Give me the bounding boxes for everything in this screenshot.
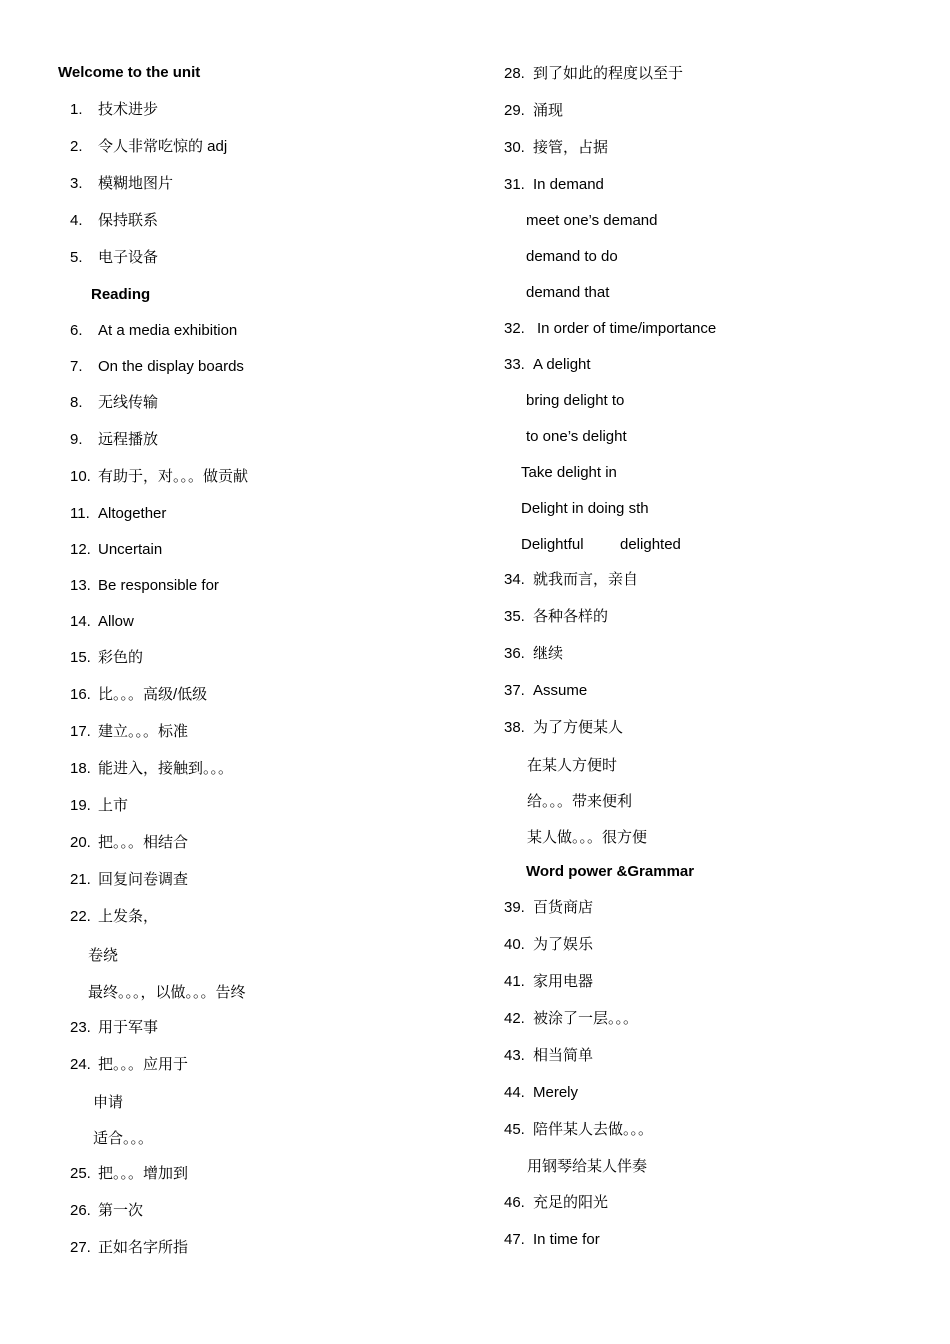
left-item-text: 最终。。。，以做。。。告终 — [88, 984, 246, 1001]
right-item-text: Delight in doing sth — [521, 500, 649, 517]
left-item-number: 13. — [70, 577, 91, 594]
left-item-number: 6. — [70, 322, 83, 339]
right-item-text: Take delight in — [521, 464, 617, 481]
right-item-number: 42. — [504, 1010, 525, 1027]
left-item-number: 15. — [70, 649, 91, 666]
right-item-number: 41. — [504, 973, 525, 990]
right-item-text: demand to do — [526, 248, 618, 265]
right-item-text: meet one’s demand — [526, 212, 658, 229]
right-item-text: 用钢琴给某人伴奏 — [527, 1158, 648, 1175]
right-item-number: 35. — [504, 608, 525, 625]
right-item-number: 29. — [504, 102, 525, 119]
right-item-number: 39. — [504, 899, 525, 916]
left-item-text: 回复问卷调查 — [98, 871, 189, 888]
right-item-number: 45. — [504, 1121, 525, 1138]
left-item-number: 3. — [70, 175, 83, 192]
left-item-text: 比。。。高级/低级 — [98, 686, 208, 703]
left-item-number: 16. — [70, 686, 91, 703]
right-item-text: 继续 — [533, 645, 564, 662]
right-item-text: 陪伴某人去做。。。 — [533, 1121, 654, 1138]
left-item-text: 建立。。。标准 — [98, 723, 189, 740]
left-item-text: 上发条， — [98, 908, 159, 925]
left-item-number: 23. — [70, 1019, 91, 1036]
right-item-number: 47. — [504, 1231, 525, 1248]
section-heading-welcome: Welcome to the unit — [58, 64, 201, 81]
left-item-number: 2. — [70, 138, 83, 155]
left-item-text: 把。。。相结合 — [98, 834, 189, 851]
left-item-number: 1. — [70, 101, 83, 118]
left-item-text: 第一次 — [98, 1202, 144, 1219]
right-section-heading: Word power &Grammar — [526, 863, 695, 880]
left-item-text: 把。。。应用于 — [98, 1056, 189, 1073]
right-item-text: bring delight to — [526, 392, 625, 409]
left-item-text: 上市 — [98, 797, 129, 814]
right-item-text: 家用电器 — [533, 973, 594, 990]
left-item-text: At a media exhibition — [98, 322, 238, 339]
right-item-text: 充足的阳光 — [533, 1194, 609, 1211]
right-item-number: 46. — [504, 1194, 525, 1211]
right-item-text: In demand — [533, 176, 604, 193]
left-item-number: 21. — [70, 871, 91, 888]
right-item-text: 某人做。。。很方便 — [527, 829, 648, 846]
right-item-text: 到了如此的程度以至于 — [533, 65, 684, 82]
right-item-extra-text: delighted — [620, 536, 681, 553]
left-item-number: 17. — [70, 723, 91, 740]
left-item-number: 4. — [70, 212, 83, 229]
left-item-text: 卷绕 — [88, 947, 119, 964]
left-item-number: 5. — [70, 249, 83, 266]
right-item-text: 涌现 — [533, 102, 564, 119]
left-item-text: On the display boards — [98, 358, 244, 375]
left-item-text: 电子设备 — [98, 249, 159, 266]
right-item-text: 在某人方便时 — [527, 757, 618, 774]
right-item-number: 36. — [504, 645, 525, 662]
left-item-number: 12. — [70, 541, 91, 558]
left-item-text: 适合。。。 — [93, 1130, 154, 1147]
right-item-number: 38. — [504, 719, 525, 736]
left-item-number: 9. — [70, 431, 83, 448]
left-item-text: 把。。。增加到 — [98, 1165, 189, 1182]
right-item-number: 32. — [504, 320, 525, 337]
right-item-text: In time for — [533, 1231, 600, 1248]
left-item-number: 26. — [70, 1202, 91, 1219]
right-item-number: 30. — [504, 139, 525, 156]
left-section-heading: Reading — [91, 286, 151, 303]
right-item-text: 各种各样的 — [533, 608, 609, 625]
right-item-number: 43. — [504, 1047, 525, 1064]
right-item-text: Merely — [533, 1084, 579, 1101]
right-item-number: 33. — [504, 356, 525, 373]
left-item-text: 正如名字所指 — [98, 1239, 189, 1256]
left-item-text: 技术进步 — [98, 101, 159, 118]
right-item-text: A delight — [533, 356, 591, 373]
left-item-number: 7. — [70, 358, 83, 375]
right-item-number: 34. — [504, 571, 525, 588]
left-item-text: 无线传输 — [98, 394, 159, 411]
right-item-text: to one’s delight — [526, 428, 627, 445]
left-item-number: 10. — [70, 468, 91, 485]
left-item-text: Uncertain — [98, 541, 163, 558]
right-item-text: 接管，占据 — [533, 139, 609, 156]
left-item-text: 保持联系 — [98, 212, 159, 229]
right-item-text: In order of time/importance — [537, 320, 717, 337]
right-item-text: 为了方便某人 — [533, 719, 624, 736]
right-item-number: 37. — [504, 682, 525, 699]
left-item-text: Allow — [98, 613, 134, 630]
left-item-text: Be responsible for — [98, 577, 219, 594]
left-item-text: Altogether — [98, 505, 167, 522]
left-item-text: 令人非常吃惊的 adj — [98, 138, 228, 155]
right-item-number: 40. — [504, 936, 525, 953]
left-item-number: 22. — [70, 908, 91, 925]
left-item-text: 模糊地图片 — [98, 175, 174, 192]
left-item-text: 用于军事 — [98, 1019, 159, 1036]
right-item-text: 百货商店 — [533, 899, 594, 916]
left-item-number: 24. — [70, 1056, 91, 1073]
left-item-text: 申请 — [93, 1094, 124, 1111]
right-item-number: 31. — [504, 176, 525, 193]
left-item-number: 18. — [70, 760, 91, 777]
right-item-text: 就我而言，亲自 — [533, 571, 639, 588]
left-item-text: 有助于，对。。。做贡献 — [98, 468, 249, 485]
left-item-number: 14. — [70, 613, 91, 630]
left-item-number: 11. — [70, 505, 90, 522]
right-item-number: 44. — [504, 1084, 525, 1101]
right-item-text: 被涂了一层。。。 — [533, 1010, 639, 1027]
left-item-number: 20. — [70, 834, 91, 851]
right-item-text: Assume — [533, 682, 588, 699]
right-item-text: 给。。。带来便利 — [527, 793, 633, 810]
left-item-number: 8. — [70, 394, 83, 411]
left-item-number: 19. — [70, 797, 91, 814]
left-item-number: 25. — [70, 1165, 91, 1182]
right-item-number: 28. — [504, 65, 525, 82]
right-item-text: demand that — [526, 284, 610, 301]
left-item-number: 27. — [70, 1239, 91, 1256]
left-item-text: 远程播放 — [98, 431, 159, 448]
right-item-text: 为了娱乐 — [533, 936, 594, 953]
left-item-text: 能进入，接触到。。。 — [98, 760, 234, 777]
right-item-text: 相当简单 — [533, 1047, 594, 1064]
right-item-text: Delightful — [521, 536, 584, 553]
left-item-text: 彩色的 — [98, 649, 144, 666]
